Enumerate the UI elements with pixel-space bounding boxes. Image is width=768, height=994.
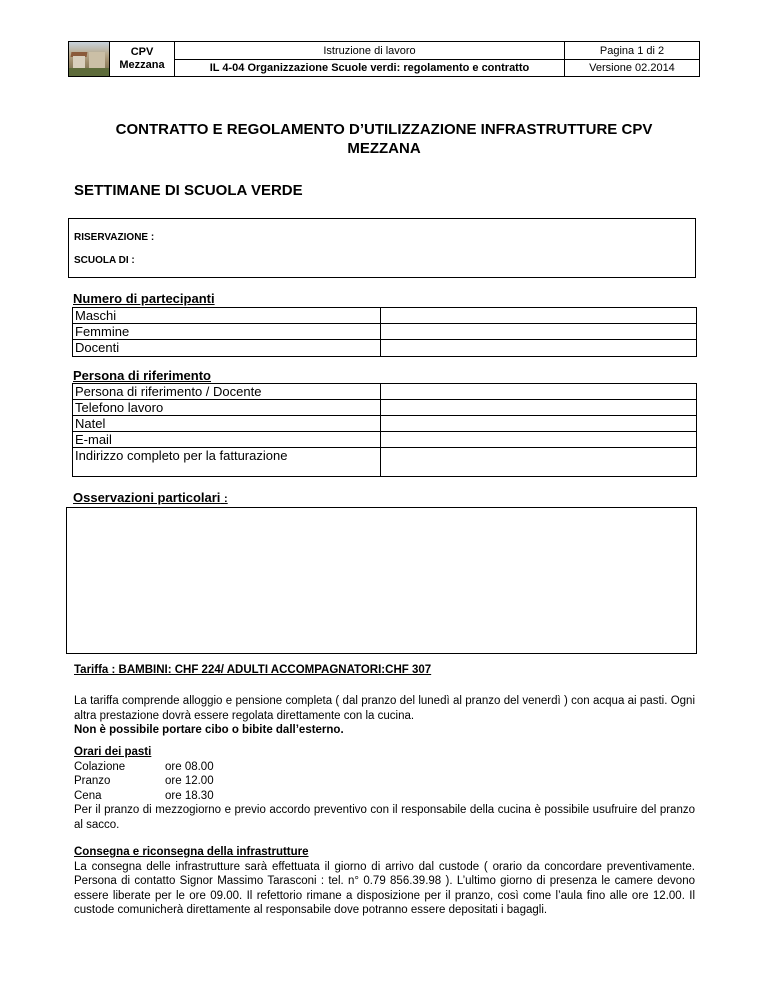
table-row[interactable] xyxy=(73,448,696,476)
table-row[interactable] xyxy=(73,340,696,356)
meals-section xyxy=(74,745,695,832)
building-photo-logo xyxy=(69,42,109,76)
row-label: E-mail xyxy=(75,432,112,447)
document-header xyxy=(68,41,700,77)
notes-heading xyxy=(73,490,228,505)
version-number: Versione 02.2014 xyxy=(589,61,675,74)
doc-type: Istruzione di lavoro xyxy=(323,44,416,57)
row-label: Maschi xyxy=(75,308,117,323)
row-label: Natel xyxy=(75,416,106,431)
title-line2: MEZZANA xyxy=(347,140,421,157)
row-label: Persona di riferimento / Docente xyxy=(75,384,262,399)
delivery-text: La consegna delle infrastrutture sarà effettuata il giorno di arrivo dal custode ( orario da concordare preventivamente. Persona di contatto Signor Massimo Tarasconi : tel. n° 0.79 856.39.98 ). L’ultimo giorno di presenza le camere devono essere liberate per le ore 09.00. Il refettorio rimane a disposizione per il pranzo, così come l’aula fino alle ore 12.00. Il custode comunicherà direttamente al responsabile dove potranno essere depositati i bagagli. xyxy=(74,860,695,916)
meal-row xyxy=(74,774,695,789)
contact-table xyxy=(72,383,697,477)
table-row[interactable] xyxy=(73,308,696,324)
table-row[interactable] xyxy=(73,384,696,400)
section-heading: SETTIMANE DI SCUOLA VERDE xyxy=(74,182,303,199)
tariff-warning: Non è possibile portare cibo o bibite dall’esterno. xyxy=(74,724,344,736)
participants-heading: Numero di partecipanti xyxy=(73,291,215,306)
row-label: Docenti xyxy=(75,340,120,355)
title-line1: CONTRATTO E REGOLAMENTO D’UTILIZZAZIONE INFRASTRUTTURE CPV xyxy=(115,121,653,138)
delivery-heading: Consegna e riconsegna della infrastrutture xyxy=(74,846,309,858)
participants-table xyxy=(72,307,697,357)
page-number: Pagina 1 di 2 xyxy=(599,44,665,57)
notes-colon: : xyxy=(224,493,228,505)
meals-note: Per il pranzo di mezzogiorno e previo accordo preventivo con il responsabile della cucina è possibile usufruire del pranzo al sacco. xyxy=(74,804,695,831)
row-label: Telefono lavoro xyxy=(75,400,164,415)
meal-row xyxy=(74,789,695,804)
meal-time: ore 08.00 xyxy=(165,760,214,773)
table-row[interactable] xyxy=(73,324,696,340)
meal-name: Cena xyxy=(74,789,102,802)
org-name-line1: CPV xyxy=(130,46,154,58)
notes-title: Osservazioni particolari xyxy=(73,490,221,505)
tariff-description xyxy=(74,694,695,738)
table-row[interactable] xyxy=(73,400,696,416)
table-row[interactable] xyxy=(73,416,696,432)
meal-name: Colazione xyxy=(74,760,126,773)
reservation-box[interactable] xyxy=(68,218,696,278)
meal-time: ore 18.30 xyxy=(165,789,214,802)
document-title xyxy=(80,120,688,158)
meal-time: ore 12.00 xyxy=(165,775,214,787)
meal-row xyxy=(74,760,695,775)
contact-heading: Persona di riferimento xyxy=(73,368,211,383)
reservation-label: RISERVAZIONE : xyxy=(74,232,155,243)
row-label: Indirizzo completo per la fatturazione xyxy=(75,448,288,463)
meals-heading: Orari dei pasti xyxy=(74,746,152,758)
tariff-heading: Tariffa : BAMBINI: CHF 224/ ADULTI ACCOMPAGNATORI:CHF 307 xyxy=(74,664,432,676)
table-row[interactable] xyxy=(73,432,696,448)
org-name-line2: Mezzana xyxy=(119,59,165,71)
meal-name: Pranzo xyxy=(74,775,111,787)
org-name xyxy=(110,42,174,76)
notes-textarea[interactable] xyxy=(66,507,697,654)
tariff-text: La tariffa comprende alloggio e pensione completa ( dal pranzo del lunedì al pranzo del venerdì ) con acqua ai pasti. Ogni altra prestazione dovrà essere regolata direttamente con la cucina. xyxy=(74,695,695,722)
school-label: SCUOLA DI : xyxy=(74,255,135,266)
doc-title: IL 4-04 Organizzazione Scuole verdi: regolamento e contratto xyxy=(209,61,530,74)
delivery-section xyxy=(74,845,695,918)
row-label: Femmine xyxy=(75,324,130,339)
